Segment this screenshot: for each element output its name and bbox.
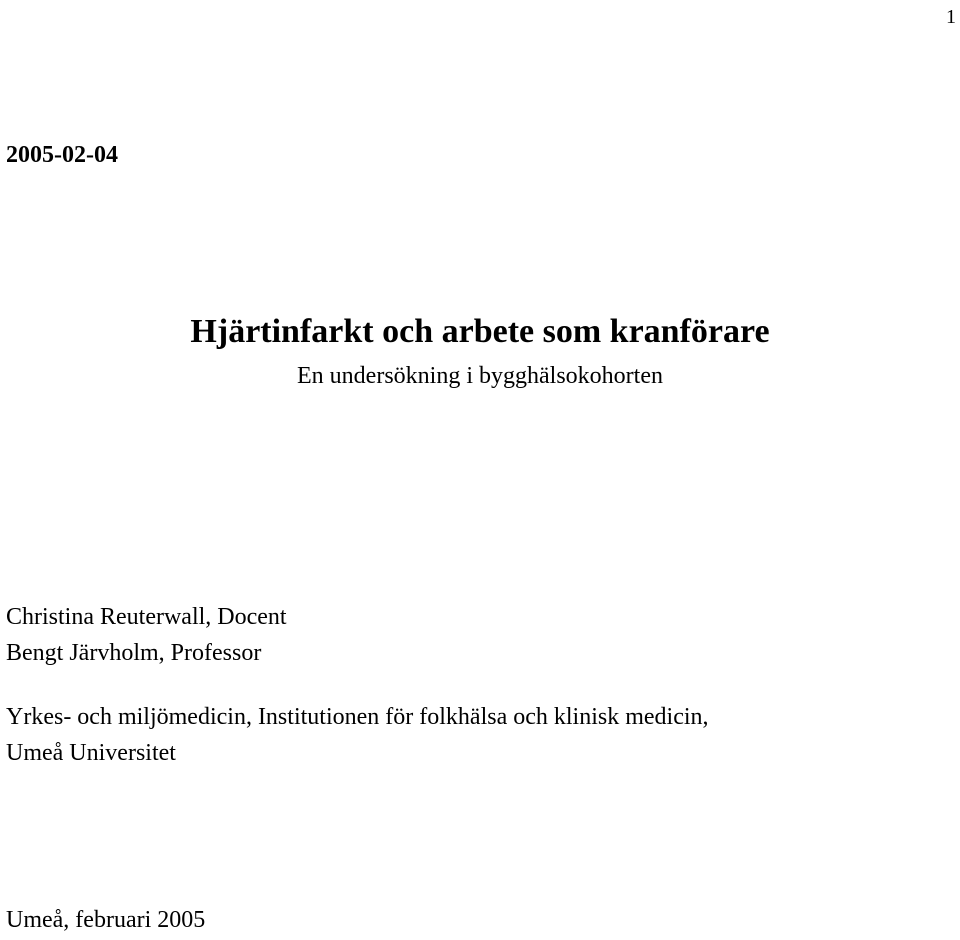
author-line: Bengt Järvholm, Professor	[6, 640, 262, 666]
affiliation-line: Umeå Universitet	[6, 740, 176, 766]
affiliation-line: Yrkes- och miljömedicin, Institutionen för folkhälsa och klinisk medicin,	[6, 704, 709, 730]
place-and-date: Umeå, februari 2005	[6, 907, 206, 933]
document-subtitle: En undersökning i bygghälsokohorten	[297, 363, 663, 389]
document-title: Hjärtinfarkt och arbete som kranförare	[190, 313, 770, 350]
document-date: 2005-02-04	[6, 142, 118, 168]
page-number: 1	[946, 6, 956, 28]
author-line: Christina Reuterwall, Docent	[6, 604, 287, 630]
